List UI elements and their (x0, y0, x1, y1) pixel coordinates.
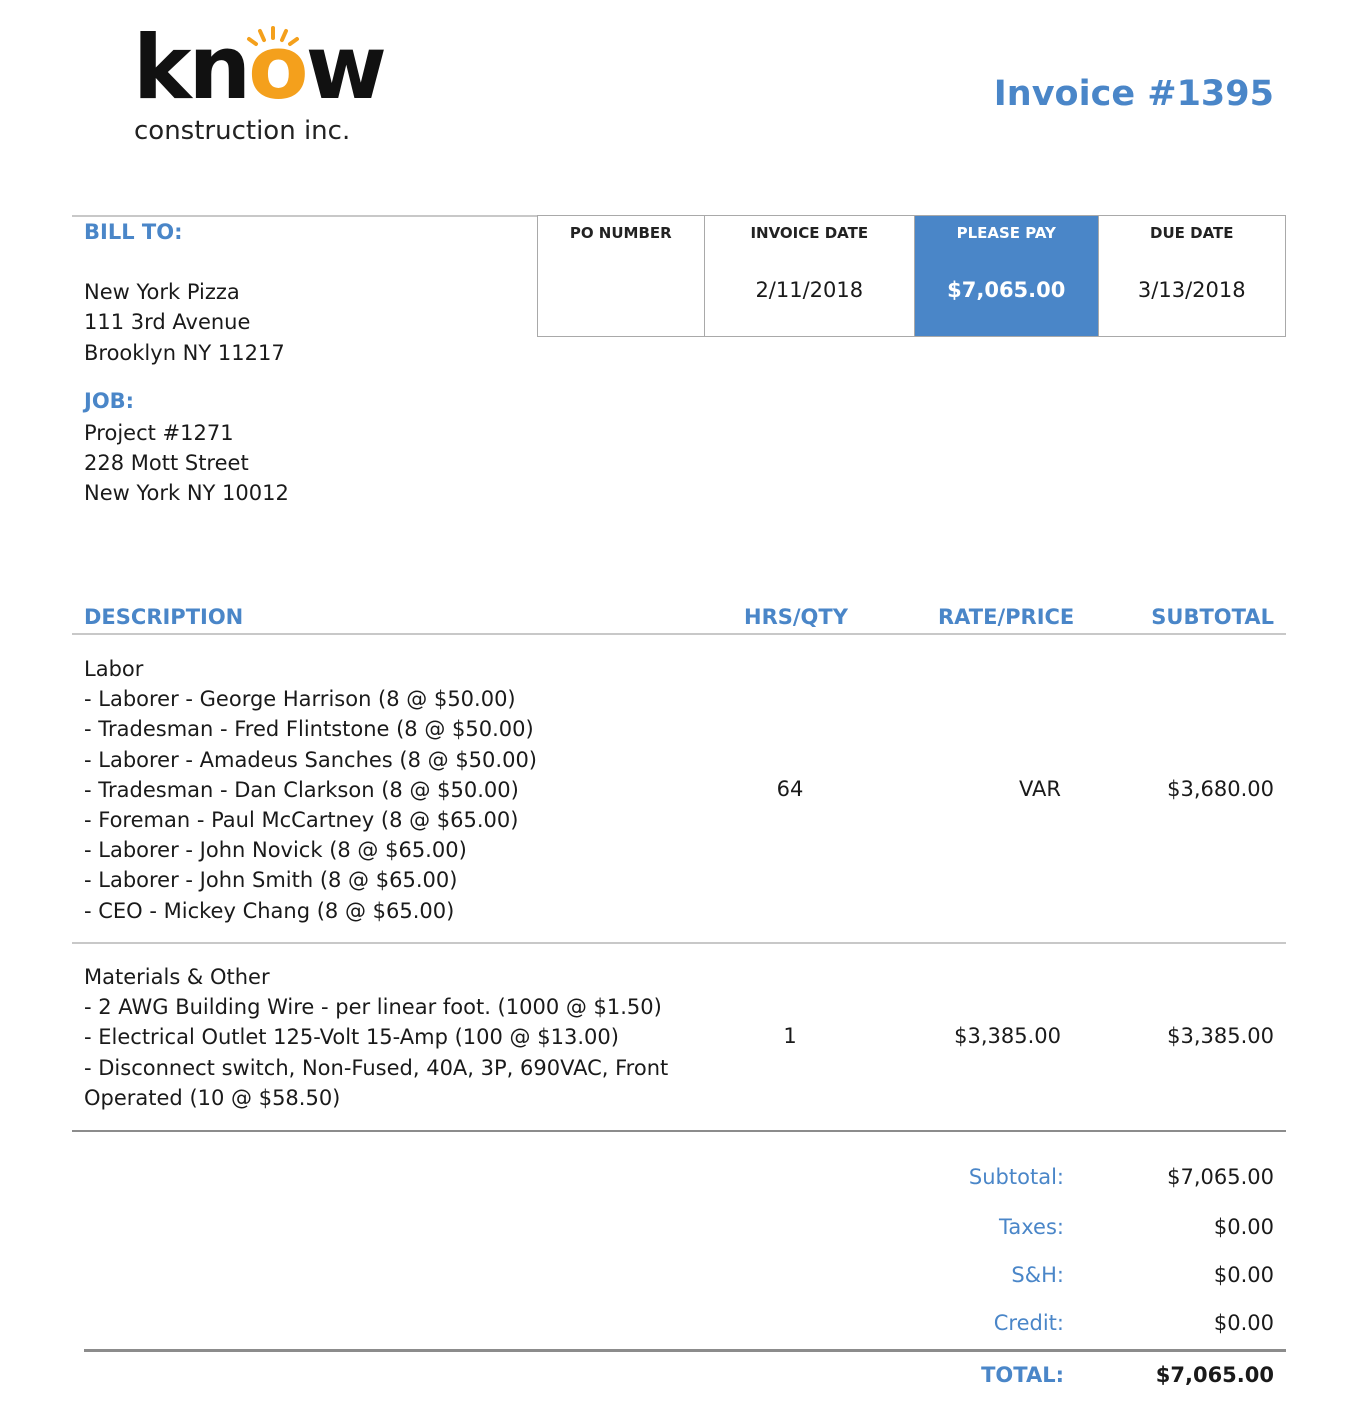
please-pay-value: $7,065.00 (947, 278, 1066, 302)
company-name: construction inc. (134, 116, 351, 146)
taxes-label: Taxes: (999, 1215, 1064, 1239)
row-subtotal: $3,680.00 (1167, 777, 1274, 801)
row-description-line: Labor (84, 657, 144, 681)
bill-to-line: New York Pizza (84, 280, 240, 304)
sh-value: $0.00 (1213, 1263, 1274, 1287)
bill-to-label: BILL TO: (84, 220, 183, 244)
logo-text-pre: kn (133, 16, 249, 119)
subtotal-label: Subtotal: (968, 1165, 1064, 1189)
table-header-divider (72, 633, 1286, 635)
total-divider (84, 1349, 1286, 1352)
invoice-title: Invoice #1395 (993, 74, 1274, 114)
subtotal-value: $7,065.00 (1167, 1165, 1274, 1189)
table-row (84, 962, 668, 1113)
row-rate: $3,385.00 (954, 1024, 1061, 1048)
table-row (84, 654, 537, 926)
row-qty: 64 (776, 777, 804, 801)
invoice-date-cell (705, 216, 915, 336)
row-description-line: - Laborer - John Smith (8 @ $65.00) (84, 868, 458, 893)
invoice-date-value: 2/11/2018 (755, 278, 864, 302)
total-value: $7,065.00 (1155, 1363, 1274, 1387)
po-number-cell (538, 216, 705, 336)
row-divider (72, 1130, 1286, 1132)
row-qty: 1 (783, 1024, 797, 1048)
job-line: Project #1271 (84, 421, 234, 445)
invoice-info-box (537, 215, 1286, 337)
bill-to-line: Brooklyn NY 11217 (84, 341, 285, 365)
row-description-line: Materials & Other (84, 965, 270, 989)
logo-text-post: w (305, 16, 384, 119)
qty-header: HRS/QTY (744, 605, 848, 629)
row-description-line: - Laborer - John Novick (8 @ $65.00) (84, 838, 467, 863)
company-logo (133, 16, 384, 119)
taxes-value: $0.00 (1213, 1215, 1274, 1239)
please-pay-cell (915, 216, 1099, 336)
job-line: New York NY 10012 (84, 481, 289, 505)
row-subtotal: $3,385.00 (1167, 1024, 1274, 1048)
logo-text-o: o (248, 16, 306, 119)
job-label: JOB: (84, 389, 135, 413)
description-header: DESCRIPTION (84, 605, 244, 629)
row-description-line: - Tradesman - Dan Clarkson (8 @ $50.00) (84, 777, 519, 802)
row-rate: VAR (1019, 777, 1061, 801)
please-pay-label: PLEASE PAY (956, 224, 1056, 242)
bill-to-divider (72, 215, 538, 217)
sh-label: S&H: (1011, 1263, 1064, 1287)
row-description-line: - Tradesman - Fred Flintstone (8 @ $50.00) (84, 717, 534, 742)
row-description-line: Operated (10 @ $58.50) (84, 1085, 341, 1110)
po-number-label: PO NUMBER (569, 224, 672, 242)
row-divider (72, 942, 1286, 944)
credit-label: Credit: (993, 1311, 1064, 1335)
row-description-line: - Disconnect switch, Non-Fused, 40A, 3P, 690VAC, Front (84, 1055, 669, 1080)
rate-header: RATE/PRICE (938, 605, 1075, 629)
total-label: TOTAL: (981, 1363, 1064, 1387)
row-description-line: - 2 AWG Building Wire - per linear foot. (1000 @ $1.50) (84, 995, 662, 1020)
job-line: 228 Mott Street (84, 451, 249, 475)
invoice-date-label: INVOICE DATE (750, 224, 869, 242)
bill-to-line: 111 3rd Avenue (84, 310, 251, 334)
row-description-line: - Electrical Outlet 125-Volt 15-Amp (100 @ $13.00) (84, 1025, 619, 1050)
row-description-line: - Foreman - Paul McCartney (8 @ $65.00) (84, 808, 519, 833)
row-description-line: - Laborer - George Harrison (8 @ $50.00) (84, 687, 516, 712)
row-description-line: - Laborer - Amadeus Sanches (8 @ $50.00) (84, 747, 537, 772)
row-description-line: - CEO - Mickey Chang (8 @ $65.00) (84, 898, 455, 923)
due-date-label: DUE DATE (1150, 224, 1234, 242)
due-date-value: 3/13/2018 (1137, 278, 1246, 302)
subtotal-header: SUBTOTAL (1151, 605, 1274, 629)
due-date-cell (1099, 216, 1286, 336)
credit-value: $0.00 (1213, 1311, 1274, 1335)
